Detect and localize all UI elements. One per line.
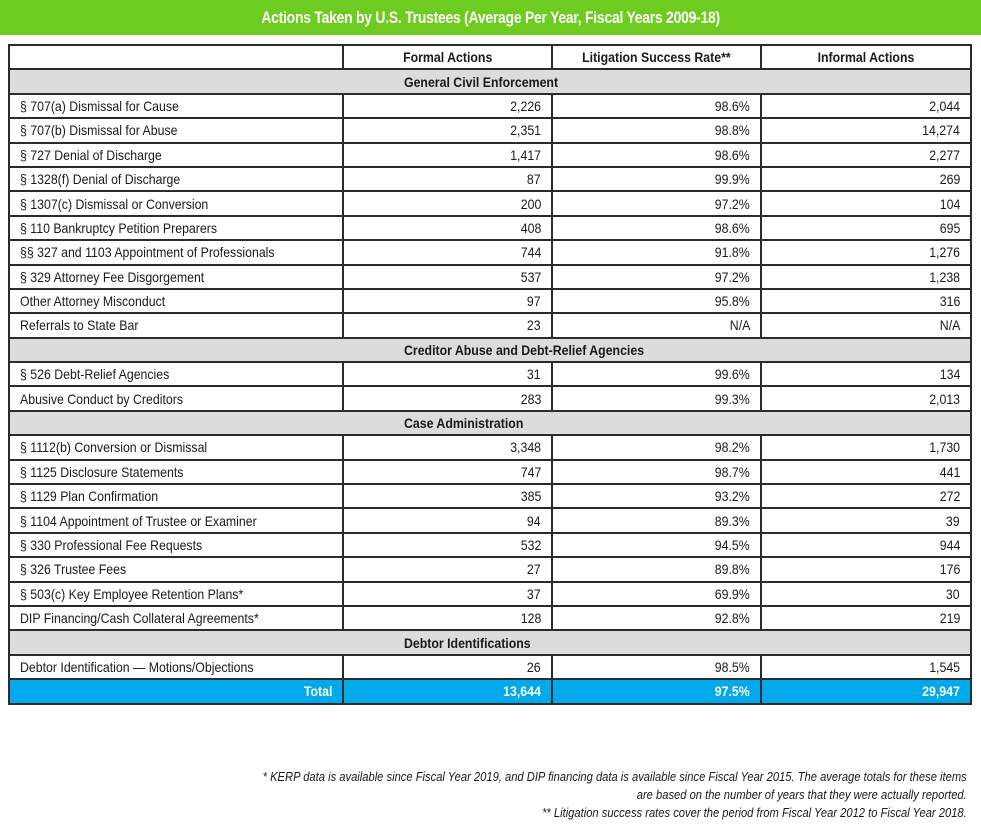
informal-actions-cell: 39 <box>761 508 971 532</box>
informal-actions-cell: 1,276 <box>761 240 971 264</box>
row-label: § 526 Debt-Relief Agencies <box>9 362 343 386</box>
table-row <box>9 460 971 484</box>
formal-actions-cell: 537 <box>343 265 552 289</box>
table-row <box>9 582 971 606</box>
litigation-rate-cell: 99.9% <box>552 167 761 191</box>
header-row <box>9 45 971 69</box>
section-title: Debtor Identifications <box>9 630 971 654</box>
litigation-rate-cell: 93.2% <box>552 484 761 508</box>
row-label: § 1129 Plan Confirmation <box>9 484 343 508</box>
header-litigation-success-rate: Litigation Success Rate** <box>552 45 761 69</box>
informal-actions-cell: 176 <box>761 557 971 581</box>
row-label: § 326 Trustee Fees <box>9 557 343 581</box>
footnote-litigation-rate: ** Litigation success rates cover the period from Fiscal Year 2012 to Fiscal Year 2018. <box>542 805 967 820</box>
table-row <box>9 484 971 508</box>
table-row <box>9 216 971 240</box>
table-row <box>9 655 971 679</box>
table-row <box>9 508 971 532</box>
section-title: General Civil Enforcement <box>9 69 971 93</box>
litigation-rate-cell: 69.9% <box>552 582 761 606</box>
informal-actions-cell: 2,044 <box>761 94 971 118</box>
row-label: § 1125 Disclosure Statements <box>9 460 343 484</box>
row-label: § 707(a) Dismissal for Cause <box>9 94 343 118</box>
row-label: § 503(c) Key Employee Retention Plans* <box>9 582 343 606</box>
header-formal-actions: Formal Actions <box>343 45 552 69</box>
formal-actions-cell: 31 <box>343 362 552 386</box>
section-header-row <box>9 338 971 362</box>
table-row <box>9 118 971 142</box>
informal-actions-cell: 316 <box>761 289 971 313</box>
formal-actions-cell: 37 <box>343 582 552 606</box>
litigation-rate-cell: 98.2% <box>552 435 761 459</box>
table-row <box>9 606 971 630</box>
section-title: Creditor Abuse and Debt-Relief Agencies <box>9 338 971 362</box>
formal-actions-cell: 408 <box>343 216 552 240</box>
header-informal-actions: Informal Actions <box>761 45 971 69</box>
section-header-row <box>9 630 971 654</box>
trustee-actions-table <box>8 44 972 705</box>
formal-actions-cell: 1,417 <box>343 143 552 167</box>
table-row <box>9 533 971 557</box>
total-litigation-rate: 97.5% <box>552 679 761 703</box>
formal-actions-cell: 744 <box>343 240 552 264</box>
section-header-row <box>9 69 971 93</box>
litigation-rate-cell: 97.2% <box>552 265 761 289</box>
footnote-kerp-dip: * KERP data is available since Fiscal Year 2019, and DIP financing data is available since Fiscal Year 2015. The average totals for these items <box>262 769 967 784</box>
row-label: Other Attorney Misconduct <box>9 289 343 313</box>
informal-actions-cell: 1,238 <box>761 265 971 289</box>
row-label: Referrals to State Bar <box>9 313 343 337</box>
formal-actions-cell: 87 <box>343 167 552 191</box>
litigation-rate-cell: N/A <box>552 313 761 337</box>
row-label: DIP Financing/Cash Collateral Agreements* <box>9 606 343 630</box>
informal-actions-cell: 1,545 <box>761 655 971 679</box>
informal-actions-cell: 104 <box>761 191 971 215</box>
table-row <box>9 362 971 386</box>
row-label: Debtor Identification — Motions/Objections <box>9 655 343 679</box>
informal-actions-cell: 944 <box>761 533 971 557</box>
informal-actions-cell: 14,274 <box>761 118 971 142</box>
header-label-column <box>9 45 343 69</box>
row-label: § 330 Professional Fee Requests <box>9 533 343 557</box>
litigation-rate-cell: 98.6% <box>552 94 761 118</box>
table-row <box>9 94 971 118</box>
formal-actions-cell: 27 <box>343 557 552 581</box>
informal-actions-cell: 2,277 <box>761 143 971 167</box>
table-row <box>9 240 971 264</box>
row-label: § 110 Bankruptcy Petition Preparers <box>9 216 343 240</box>
table-title: Actions Taken by U.S. Trustees (Average Per Year, Fiscal Years 2009-18) <box>261 8 720 27</box>
formal-actions-cell: 94 <box>343 508 552 532</box>
informal-actions-cell: 695 <box>761 216 971 240</box>
litigation-rate-cell: 99.6% <box>552 362 761 386</box>
litigation-rate-cell: 89.8% <box>552 557 761 581</box>
table-row <box>9 191 971 215</box>
table-title-bar <box>0 0 981 35</box>
informal-actions-cell: 2,013 <box>761 386 971 410</box>
table-row <box>9 386 971 410</box>
section-header-row <box>9 411 971 435</box>
litigation-rate-cell: 91.8% <box>552 240 761 264</box>
row-label: § 707(b) Dismissal for Abuse <box>9 118 343 142</box>
row-label: § 1307(c) Dismissal or Conversion <box>9 191 343 215</box>
row-label: § 727 Denial of Discharge <box>9 143 343 167</box>
table-body <box>9 69 971 703</box>
litigation-rate-cell: 99.3% <box>552 386 761 410</box>
row-label: Abusive Conduct by Creditors <box>9 386 343 410</box>
total-row <box>9 679 971 703</box>
table-row <box>9 143 971 167</box>
litigation-rate-cell: 98.7% <box>552 460 761 484</box>
litigation-rate-cell: 97.2% <box>552 191 761 215</box>
table-row <box>9 557 971 581</box>
formal-actions-cell: 128 <box>343 606 552 630</box>
informal-actions-cell: 272 <box>761 484 971 508</box>
litigation-rate-cell: 92.8% <box>552 606 761 630</box>
informal-actions-cell: 1,730 <box>761 435 971 459</box>
table-row <box>9 167 971 191</box>
informal-actions-cell: 134 <box>761 362 971 386</box>
informal-actions-cell: 441 <box>761 460 971 484</box>
litigation-rate-cell: 98.8% <box>552 118 761 142</box>
row-label: § 329 Attorney Fee Disgorgement <box>9 265 343 289</box>
formal-actions-cell: 3,348 <box>343 435 552 459</box>
row-label: § 1104 Appointment of Trustee or Examiner <box>9 508 343 532</box>
formal-actions-cell: 2,226 <box>343 94 552 118</box>
litigation-rate-cell: 98.6% <box>552 216 761 240</box>
table-row <box>9 289 971 313</box>
litigation-rate-cell: 98.5% <box>552 655 761 679</box>
row-label: §§ 327 and 1103 Appointment of Professionals <box>9 240 343 264</box>
formal-actions-cell: 200 <box>343 191 552 215</box>
row-label: § 1112(b) Conversion or Dismissal <box>9 435 343 459</box>
informal-actions-cell: 269 <box>761 167 971 191</box>
footnotes <box>148 768 967 822</box>
footnote-kerp-dip-cont: are based on the number of years that they were actually reported. <box>636 787 967 802</box>
total-informal-actions: 29,947 <box>761 679 971 703</box>
table-row <box>9 435 971 459</box>
formal-actions-cell: 747 <box>343 460 552 484</box>
informal-actions-cell: 30 <box>761 582 971 606</box>
formal-actions-cell: 2,351 <box>343 118 552 142</box>
litigation-rate-cell: 98.6% <box>552 143 761 167</box>
formal-actions-cell: 532 <box>343 533 552 557</box>
formal-actions-cell: 23 <box>343 313 552 337</box>
litigation-rate-cell: 95.8% <box>552 289 761 313</box>
litigation-rate-cell: 94.5% <box>552 533 761 557</box>
row-label: § 1328(f) Denial of Discharge <box>9 167 343 191</box>
section-title: Case Administration <box>9 411 971 435</box>
formal-actions-cell: 97 <box>343 289 552 313</box>
informal-actions-cell: N/A <box>761 313 971 337</box>
formal-actions-cell: 26 <box>343 655 552 679</box>
litigation-rate-cell: 89.3% <box>552 508 761 532</box>
total-label: Total <box>9 679 343 703</box>
total-formal-actions: 13,644 <box>343 679 552 703</box>
table-row <box>9 265 971 289</box>
informal-actions-cell: 219 <box>761 606 971 630</box>
table-row <box>9 313 971 337</box>
formal-actions-cell: 283 <box>343 386 552 410</box>
formal-actions-cell: 385 <box>343 484 552 508</box>
